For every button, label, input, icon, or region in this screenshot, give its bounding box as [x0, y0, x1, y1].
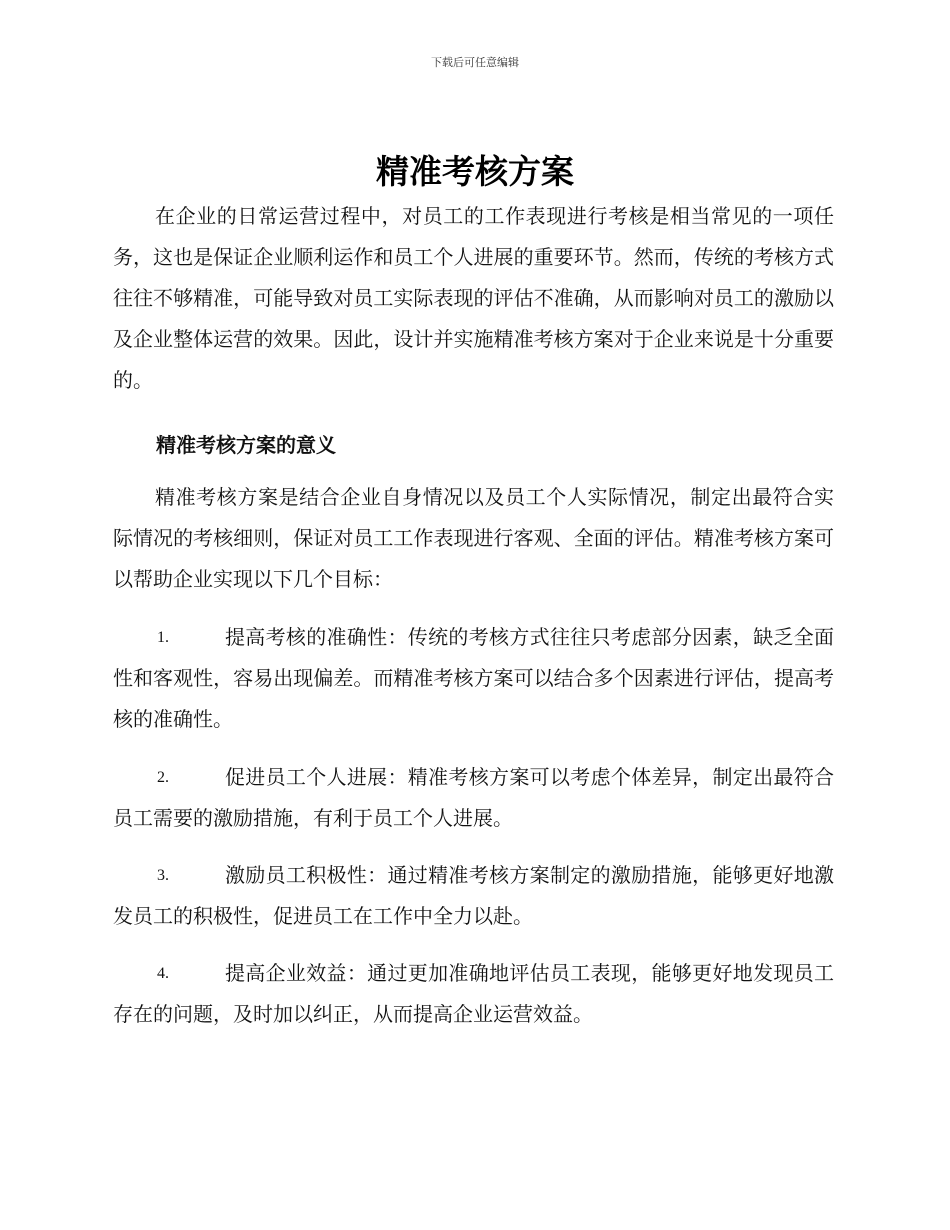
list-item — [113, 953, 834, 1035]
document-title: 精准考核方案 — [376, 152, 574, 191]
list-item — [113, 855, 834, 937]
header-note: 下载后可任意编辑 — [431, 56, 519, 69]
section-heading: 精准考核方案的意义 — [156, 433, 336, 457]
list-item-number: 1. — [157, 629, 169, 646]
list-item-text: 提高企业效益：通过更加准确地评估员工表现，能够更好地发现员工存在的问题，及时加以纠正，从而提高企业运营效益。 — [113, 961, 834, 1026]
list-item-text: 促进员工个人进展：精准考核方案可以考虑个体差异，制定出最符合员工需要的激励措施，有利于员工个人进展。 — [113, 765, 834, 830]
intro-paragraph: 在企业的日常运营过程中，对员工的工作表现进行考核是相当常见的一项任务，这也是保证企业顺利运作和员工个人进展的重要环节。然而，传统的考核方式往往不够精准，可能导致对员工实际表现的评估不准确，从而影响对员工的激励以及企业整体运营的效果。因此，设计并实施精准考核方案对于企业来说是十分重要的。 — [113, 204, 834, 392]
list-item-number: 2. — [157, 769, 169, 786]
section-intro-paragraph: 精准考核方案是结合企业自身情况以及员工个人实际情况，制定出最符合实际情况的考核细则，保证对员工工作表现进行客观、全面的评估。精准考核方案可以帮助企业实现以下几个目标： — [113, 485, 834, 591]
list-item-number: 3. — [157, 867, 169, 884]
list-item — [113, 617, 834, 740]
list-item-number: 4. — [157, 965, 169, 982]
list-item-text: 激励员工积极性：通过精准考核方案制定的激励措施，能够更好地激发员工的积极性，促进员工在工作中全力以赴。 — [113, 863, 834, 928]
list-item-text: 提高考核的准确性：传统的考核方式往往只考虑部分因素，缺乏全面性和客观性，容易出现偏差。而精准考核方案可以结合多个因素进行评估，提高考核的准确性。 — [113, 625, 834, 731]
list-item — [113, 757, 834, 839]
